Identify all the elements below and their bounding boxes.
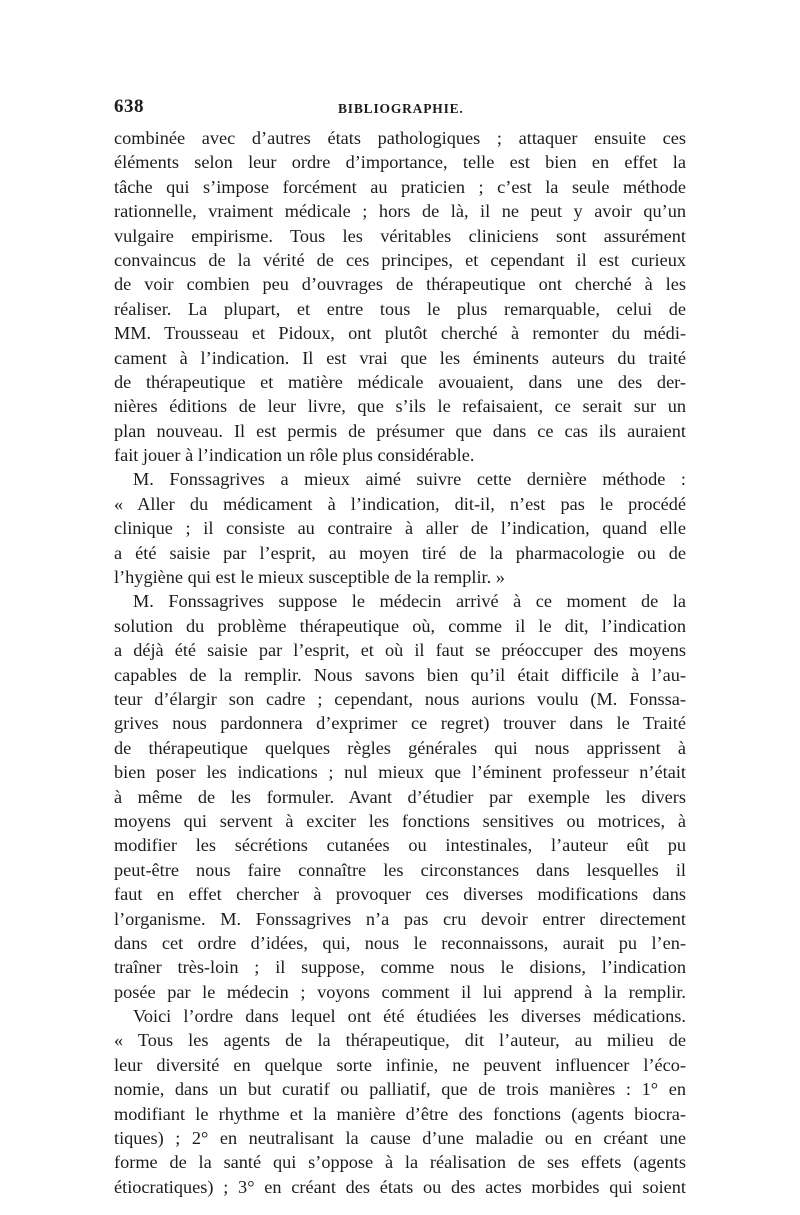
text-line: convaincus de la vérité de ces principes, et cependant il est curieux — [114, 249, 686, 270]
text-line: nières éditions de leur livre, que s’ils le refaisaient, ce serait sur un — [114, 396, 686, 417]
text-line: tâche qui s’impose forcément au praticien ; c’est la seule méthode — [114, 176, 686, 197]
text-line: fait jouer à l’indication un rôle plus considérable. — [114, 445, 475, 466]
text-line: MM. Trousseau et Pidoux, ont plutôt cherché à remonter du médi- — [114, 323, 686, 344]
text-line: rationnelle, vraiment médicale ; hors de là, il ne peut y avoir qu’un — [114, 201, 686, 222]
text-line: a déjà été saisie par l’esprit, et où il faut se préoccuper des moyens — [114, 640, 686, 661]
text-line: combinée avec d’autres états pathologiques ; attaquer ensuite ces — [114, 128, 686, 148]
running-title: BIBLIOGRAPHIE. — [338, 101, 464, 116]
text-line: l’organisme. M. Fonssagrives n’a pas cru devoir entrer directement — [114, 908, 686, 929]
text-line: dans cet ordre d’idées, qui, nous le reconnaissons, aurait pu l’en- — [114, 932, 686, 953]
text-line: moyens qui servent à exciter les fonctions sensitives ou motrices, à — [114, 810, 686, 831]
text-line: M. Fonssagrives suppose le médecin arrivé à ce moment de la — [133, 591, 686, 612]
text-line: capables de la remplir. Nous savons bien qu’il était difficile à l’au- — [114, 664, 686, 685]
text-line: vulgaire empirisme. Tous les véritables cliniciens sont assurément — [114, 225, 686, 246]
text-line: teur d’élargir son cadre ; cependant, nous aurions voulu (M. Fonssa- — [114, 688, 686, 709]
text-line: étiocratiques) ; 3° en créant des états ou des actes morbides qui soient — [114, 1176, 686, 1197]
text-line: posée par le médecin ; voyons comment il lui apprend à la remplir. — [114, 981, 686, 1002]
text-line: grives nous pardonnera d’exprimer ce regret) trouver dans le Traité — [114, 713, 686, 734]
text-line: éléments selon leur ordre d’importance, telle est bien en effet la — [114, 152, 686, 173]
text-line: cament à l’indication. Il est vrai que les éminents auteurs du traité — [114, 347, 686, 368]
text-line: modifiant le rhythme et la manière d’être des fonctions (agents biocra- — [114, 1103, 686, 1124]
text-line: « Aller du médicament à l’indication, dit-il, n’est pas le procédé — [114, 493, 686, 514]
text-line: solution du problème thérapeutique où, comme il le dit, l’indication — [114, 615, 686, 636]
text-line: nomie, dans un but curatif ou palliatif, que de trois manières : 1° en — [114, 1079, 686, 1100]
text-line: réaliser. La plupart, et entre tous le plus remarquable, celui de — [114, 298, 686, 319]
text-line: M. Fonssagrives a mieux aimé suivre cette dernière méthode : — [133, 469, 686, 490]
text-line: de thérapeutique quelques règles générales qui nous apprissent à — [114, 737, 686, 758]
running-head — [114, 96, 686, 126]
text-line: a été saisie par l’esprit, au moyen tiré de la pharmacologie ou de — [114, 542, 686, 563]
text-line: leur diversité en quelque sorte infinie, ne peuvent influencer l’éco- — [114, 1054, 686, 1075]
page-number: 638 — [114, 96, 144, 117]
text-line: tiques) ; 2° en neutralisant la cause d’une maladie ou en créant une — [114, 1128, 686, 1149]
text-line: bien poser les indications ; nul mieux que l’éminent professeur n’était — [114, 762, 686, 783]
text-line: faut en effet chercher à provoquer ces diverses modifications dans — [114, 884, 686, 905]
text-line: de thérapeutique et matière médicale avouaient, dans une des der- — [114, 371, 686, 392]
text-line: à même de les formuler. Avant d’étudier par exemple les divers — [114, 786, 686, 807]
text-line: de voir combien peu d’ouvrages de thérapeutique ont cherché à les — [114, 274, 686, 295]
text-line: peut-être nous faire connaître les circonstances dans lesquelles il — [114, 859, 686, 880]
text-line: l’hygiène qui est le mieux susceptible de la remplir. » — [114, 567, 505, 588]
text-line: modifier les sécrétions cutanées ou intestinales, l’auteur eût pu — [114, 835, 686, 856]
body-text — [114, 126, 686, 1199]
text-line: « Tous les agents de la thérapeutique, dit l’auteur, au milieu de — [114, 1030, 686, 1051]
text-line: plan nouveau. Il est permis de présumer que dans ce cas ils auraient — [114, 420, 686, 441]
text-line: traîner très-loin ; il suppose, comme nous le disions, l’indication — [114, 957, 686, 978]
text-line: Voici l’ordre dans lequel ont été étudiées les diverses médications. — [133, 1006, 686, 1027]
book-page — [114, 96, 686, 1197]
text-line: forme de la santé qui s’oppose à la réalisation de ses effets (agents — [114, 1152, 686, 1173]
text-line: clinique ; il consiste au contraire à aller de l’indication, quand elle — [114, 518, 686, 539]
